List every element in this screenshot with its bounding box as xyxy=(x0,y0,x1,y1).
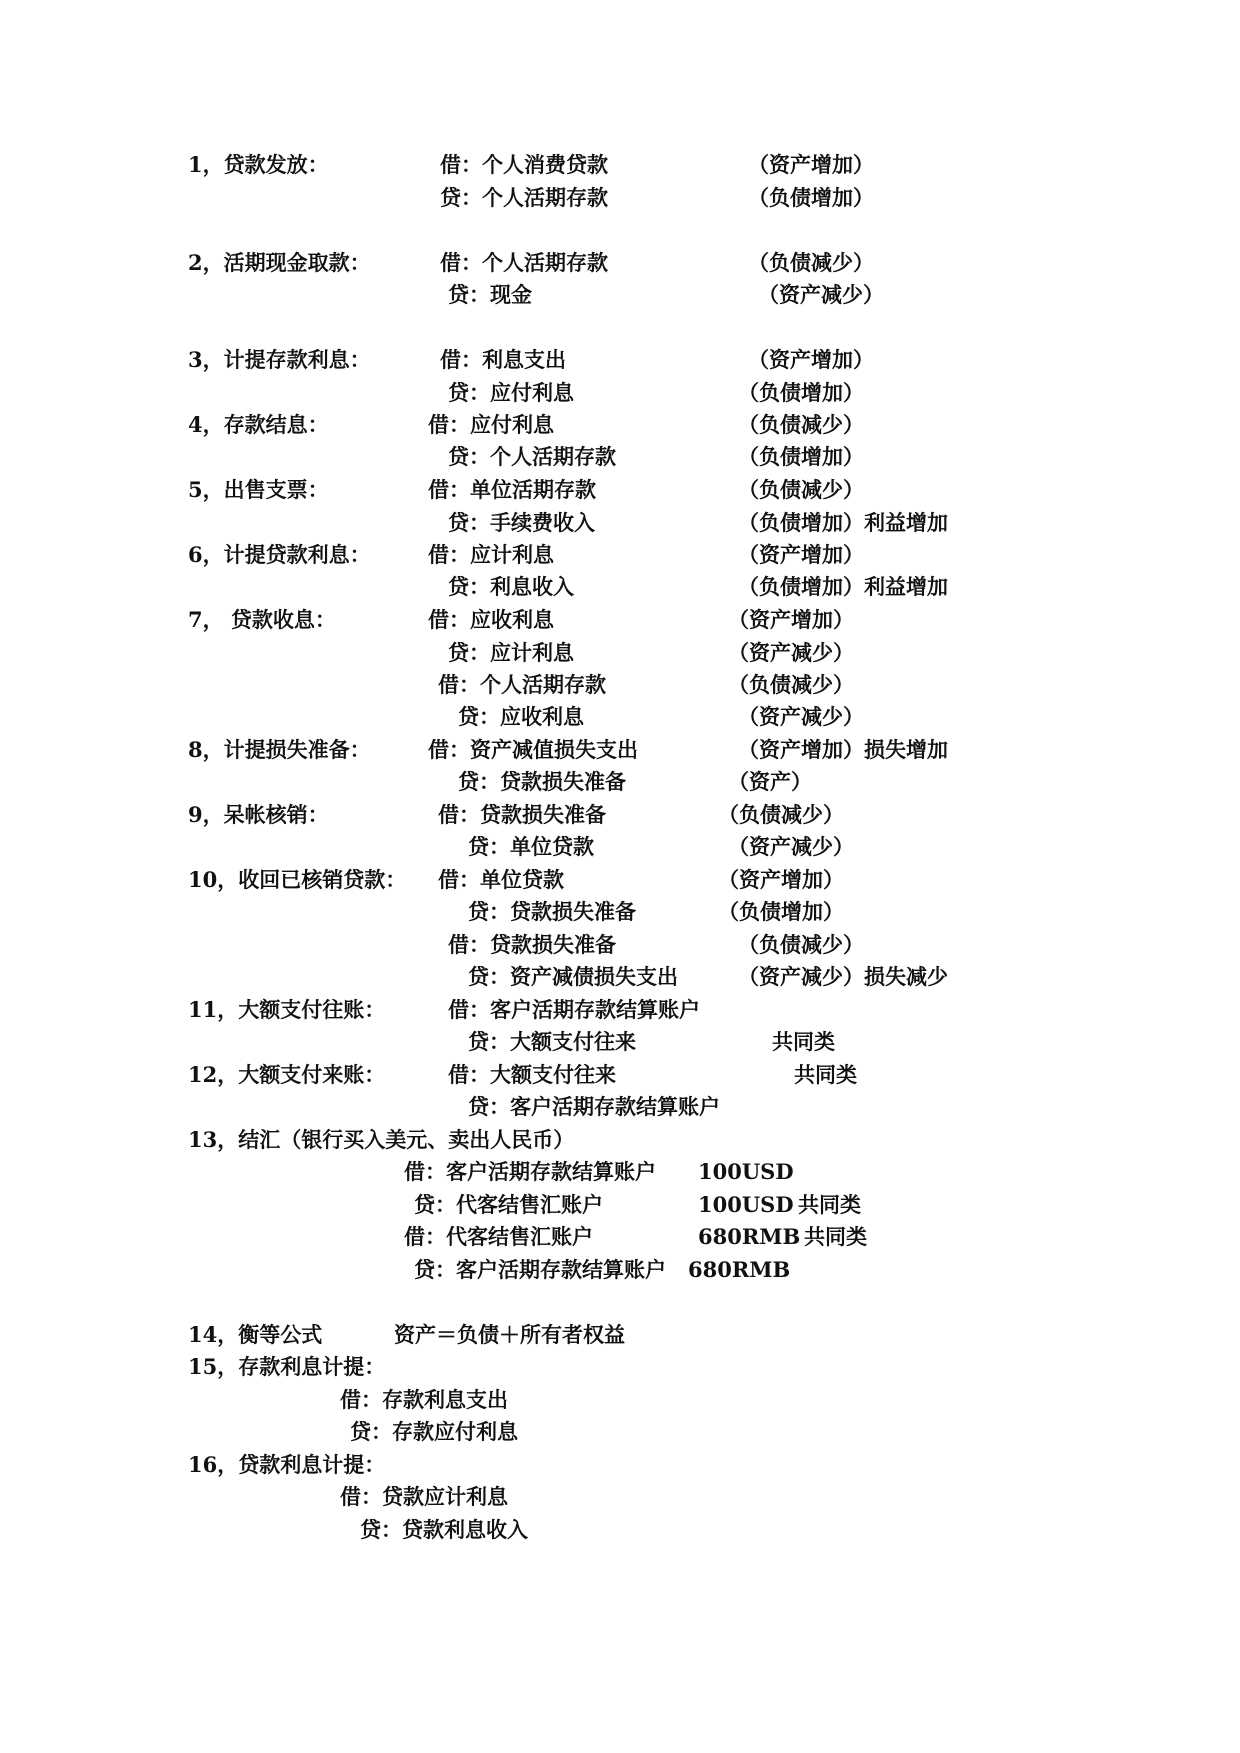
entry-1-credit: 贷：个人活期存款 xyxy=(440,185,608,210)
entry-11-debit: 借：客户活期存款结算账户 xyxy=(448,997,700,1022)
entry-2-credit: 贷：现金 xyxy=(448,282,532,307)
entry-9-credit: 贷：单位贷款 xyxy=(468,834,594,859)
entry-2-debit-note: （负债减少） xyxy=(748,250,874,275)
entry-9-debit-note: （负债减少） xyxy=(718,802,844,827)
entry-7-credit-2: 贷：应收利息 xyxy=(458,704,584,729)
entry-4-debit-note: （负债减少） xyxy=(738,412,864,437)
entry-1-debit: 借：个人消费贷款 xyxy=(440,152,608,177)
entry-1-title: 1，贷款发放： xyxy=(188,152,329,177)
entry-2-debit: 借：个人活期存款 xyxy=(440,250,608,275)
entry-1-debit-note: （资产增加） xyxy=(748,152,874,177)
entry-2-credit-note: （资产减少） xyxy=(758,282,884,307)
entry-13-title: 13，结汇（银行买入美元、卖出人民币） xyxy=(188,1127,575,1152)
entry-3-credit: 贷：应付利息 xyxy=(448,380,574,405)
entry-13-line-1-amount: 100USD xyxy=(698,1159,794,1184)
entry-6-debit-note: （资产增加） xyxy=(738,542,864,567)
entry-13-line-2-note: 共同类 xyxy=(798,1192,861,1217)
entry-4-credit: 贷：个人活期存款 xyxy=(448,444,616,469)
entry-15-debit: 借：存款利息支出 xyxy=(340,1387,508,1412)
entry-6-title: 6，计提贷款利息： xyxy=(188,542,371,567)
entry-13-line-2: 贷：代客结售汇账户 xyxy=(414,1192,603,1217)
equation-formula: 资产＝负债＋所有者权益 xyxy=(394,1322,625,1347)
entry-7-debit-1-note: （资产增加） xyxy=(728,607,854,632)
entry-12-debit: 借：大额支付往来 xyxy=(448,1062,616,1087)
entry-10-debit-2: 借：贷款损失准备 xyxy=(448,932,616,957)
entry-4-title: 4，存款结息： xyxy=(188,412,329,437)
entry-8-credit: 贷：贷款损失准备 xyxy=(458,769,626,794)
entry-10-credit-1: 贷：贷款损失准备 xyxy=(468,899,636,924)
entry-12-title: 12，大额支付来账： xyxy=(188,1062,386,1087)
entry-3-title: 3，计提存款利息： xyxy=(188,347,371,372)
entry-8-debit: 借：资产减值损失支出 xyxy=(428,737,638,762)
entry-7-credit-1-note: （资产减少） xyxy=(728,640,854,665)
entry-13-line-4-amount: 680RMB xyxy=(688,1257,791,1282)
entry-7-credit-1: 贷：应计利息 xyxy=(448,640,574,665)
entry-5-credit: 贷：手续费收入 xyxy=(448,510,595,535)
entry-10-credit-2-note: （资产减少）损失减少 xyxy=(738,964,948,989)
entry-1-credit-note: （负债增加） xyxy=(748,185,874,210)
entry-8-debit-note: （资产增加）损失增加 xyxy=(738,737,948,762)
entry-16-title: 16，贷款利息计提： xyxy=(188,1452,386,1477)
entry-7-debit-2: 借：个人活期存款 xyxy=(438,672,606,697)
entry-8-title: 8，计提损失准备： xyxy=(188,737,371,762)
entry-10-title: 10，收回已核销贷款： xyxy=(188,867,407,892)
entry-3-credit-note: （负债增加） xyxy=(738,380,864,405)
entry-10-debit-2-note: （负债减少） xyxy=(738,932,864,957)
entry-4-debit: 借：应付利息 xyxy=(428,412,554,437)
entry-16-credit: 贷：贷款利息收入 xyxy=(360,1517,528,1542)
entry-5-credit-note: （负债增加）利益增加 xyxy=(738,510,948,535)
entry-12-debit-note: 共同类 xyxy=(794,1062,857,1087)
entry-5-title: 5，出售支票： xyxy=(188,477,329,502)
entry-10-credit-2: 贷：资产减债损失支出 xyxy=(468,964,678,989)
entry-8-credit-note: （资产） xyxy=(728,769,812,794)
entry-13-line-3-amount: 680RMB xyxy=(698,1224,801,1249)
entry-5-debit: 借：单位活期存款 xyxy=(428,477,596,502)
entry-4-credit-note: （负债增加） xyxy=(738,444,864,469)
entry-13-line-3: 借：代客结售汇账户 xyxy=(404,1224,593,1249)
entry-13-line-3-note: 共同类 xyxy=(804,1224,867,1249)
entry-13-line-1: 借：客户活期存款结算账户 xyxy=(404,1159,656,1184)
entry-15-credit: 贷：存款应付利息 xyxy=(350,1419,518,1444)
entry-2-title: 2，活期现金取款： xyxy=(188,250,371,275)
entry-7-debit-1: 借：应收利息 xyxy=(428,607,554,632)
entry-3-debit-note: （资产增加） xyxy=(748,347,874,372)
entry-5-debit-note: （负债减少） xyxy=(738,477,864,502)
entry-15-title: 15，存款利息计提： xyxy=(188,1354,386,1379)
entry-9-debit: 借：贷款损失准备 xyxy=(438,802,606,827)
entry-7-credit-2-note: （资产减少） xyxy=(738,704,864,729)
entry-6-debit: 借：应计利息 xyxy=(428,542,554,567)
entry-7-debit-2-note: （负债减少） xyxy=(728,672,854,697)
entry-11-title: 11，大额支付往账： xyxy=(188,997,386,1022)
entry-3-debit: 借：利息支出 xyxy=(440,347,566,372)
entry-13-line-2-amount: 100USD xyxy=(698,1192,794,1217)
entry-6-credit-note: （负债增加）利益增加 xyxy=(738,574,948,599)
entry-13-line-4: 贷：客户活期存款结算账户 xyxy=(414,1257,666,1282)
entry-11-credit: 贷：大额支付往来 xyxy=(468,1029,636,1054)
entry-9-title: 9，呆帐核销： xyxy=(188,802,329,827)
entry-6-credit: 贷：利息收入 xyxy=(448,574,574,599)
entry-16-debit: 借：贷款应计利息 xyxy=(340,1484,508,1509)
entry-14-title: 14，衡等公式 xyxy=(188,1322,323,1347)
entry-11-credit-note: 共同类 xyxy=(772,1029,835,1054)
entry-7-title: 7， 贷款收息： xyxy=(188,607,336,632)
entry-12-credit: 贷：客户活期存款结算账户 xyxy=(468,1094,720,1119)
entry-10-debit-1: 借：单位贷款 xyxy=(438,867,564,892)
entry-9-credit-note: （资产减少） xyxy=(728,834,854,859)
entry-10-debit-1-note: （资产增加） xyxy=(718,867,844,892)
entry-10-credit-1-note: （负债增加） xyxy=(718,899,844,924)
